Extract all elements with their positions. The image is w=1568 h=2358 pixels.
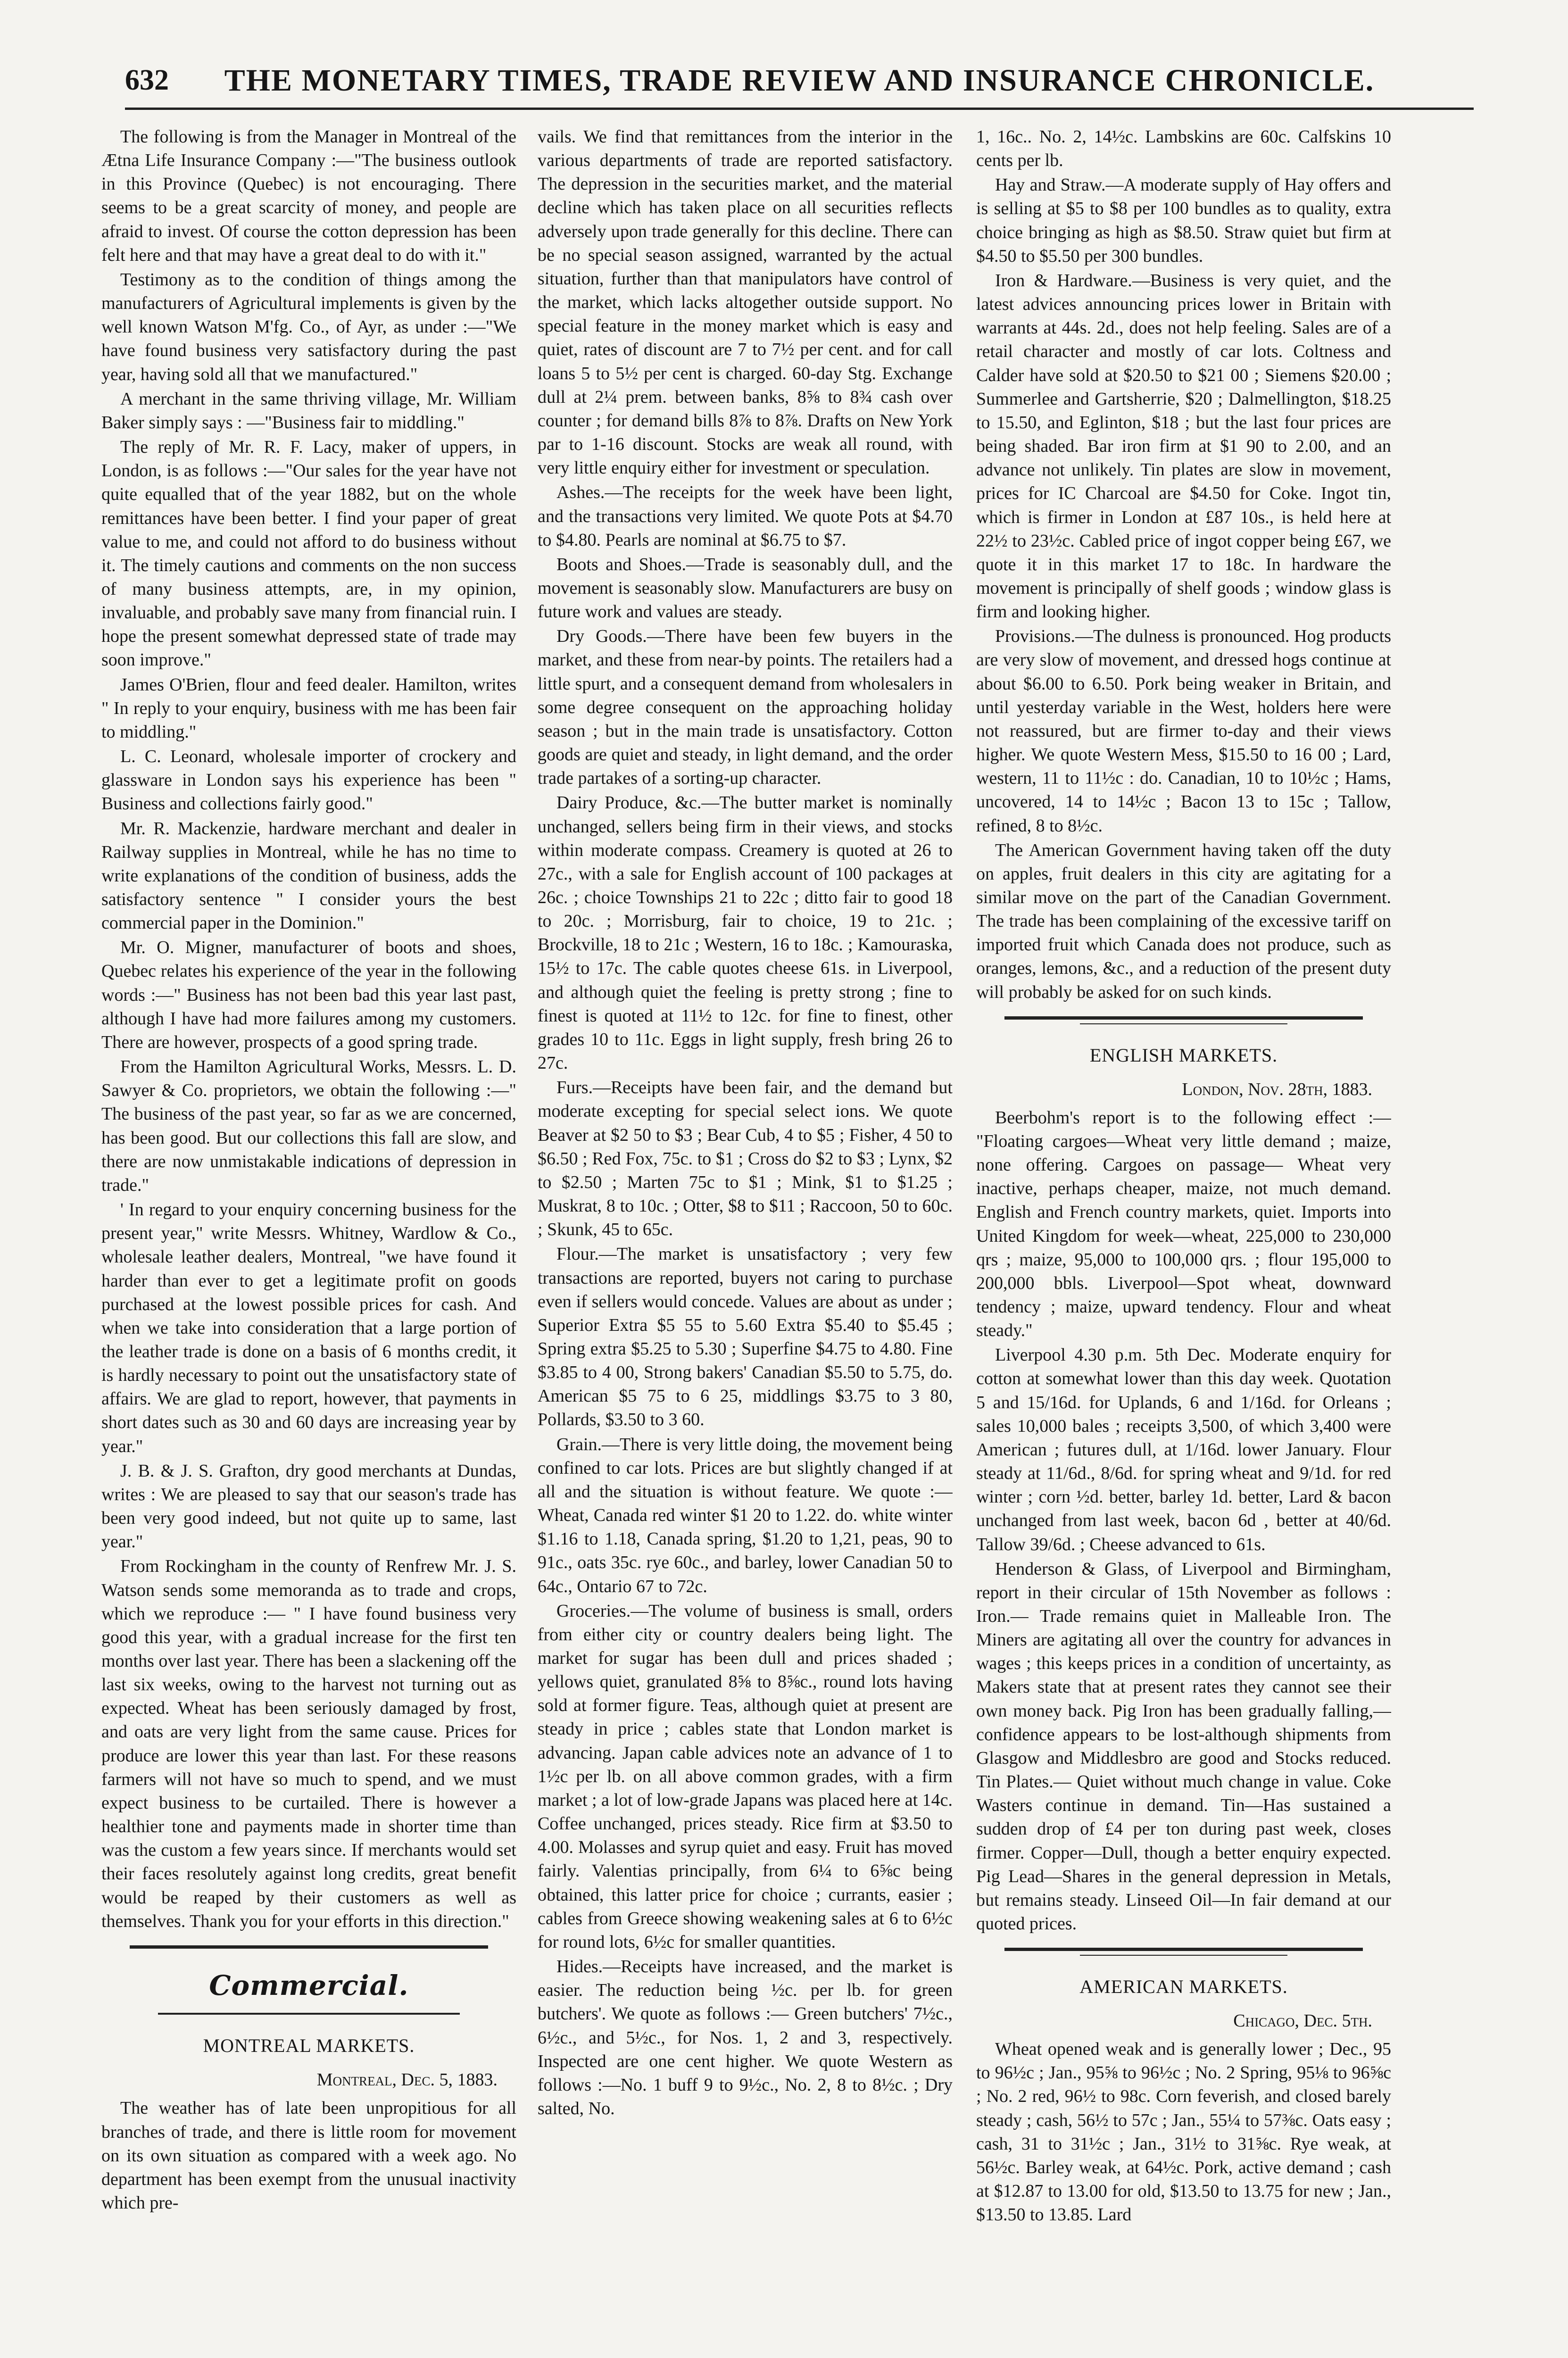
page-header xyxy=(125,59,1474,111)
section-rule xyxy=(1004,1948,1363,1951)
column-1 xyxy=(101,125,516,2294)
paragraph: Hay and Straw.—A moderate supply of Hay offers and is selling at $5 to $8 per 100 bundles as to quality, extra choice bringing as high as $8.50. Straw quiet but firm at $4.50 to $5.50 per 300 bundles. xyxy=(976,175,1391,266)
section-rule xyxy=(158,2013,460,2015)
section-rule xyxy=(130,1945,488,1949)
paragraph: Groceries.—The volume of business is small, orders from either city or country dealers being light. The market for sugar has been dull and prices shaded ; yellows quiet, granulated 8⅝ to 8⅝c., round lots having sold at former figure. Teas, although quiet at present are steady in price ; cables state that London market is advancing. Japan cable advices note an advance of 1 to 1½c per lb. on all above common grades, with a firm market ; a lot of low-grade Japans was placed here at 14c. Coffee unchanged, prices steady. Rice firm at $3.50 to 4.00. Molasses and syrup quiet and easy. Fruit has moved fairly. Valentias principally, from 6¼ to 6⅝c being obtained, this latter price for choice ; currants, easier ; cables from Greece showing weakening sales at 6 to 6½c for round lots, 6½c for smaller quantities. xyxy=(538,1601,953,1952)
section-rule xyxy=(1080,1023,1287,1024)
header-rule xyxy=(125,108,1474,110)
paragraph: Henderson & Glass, of Liverpool and Birmingham, report in their circular of 15th November as follows : Iron.— Trade remains quiet in Malleable Iron. The Miners are agitating all over the country for advances in wages ; this keeps prices in a condition of uncertainty, as Makers state that at present rates they cannot see their own money back. Pig Iron has been gradually falling,—confidence appears to be lost-although shipments from Glasgow and Middlesbro are good and Stocks reduced. Tin Plates.— Quiet without much change in value. Coke Wasters continue in demand. Tin—Has sustained a sudden drop of £4 per ton during past week, closes firmer. Copper—Dull, though a better enquiry expected. Pig Lead—Shares in the general depression in Metals, but remains steady. Linseed Oil—In fair demand at our quoted prices. xyxy=(976,1559,1391,1934)
paragraph: A merchant in the same thriving village, Mr. William Baker simply says : —"Business fair to middling." xyxy=(101,389,516,432)
column-3 xyxy=(976,125,1391,2341)
paragraph: Boots and Shoes.—Trade is seasonably dull, and the movement is seasonably slow. Manufacturers are busy on future work and values are steady. xyxy=(538,554,953,622)
paragraph: vails. We find that remittances from the interior in the various departments of trade are reported satisfactory. The depression in the securities market, and the material decline which has taken place on all securities reflects adversely upon trade generally for this decline. There can be no special season assigned, warranted by the actual situation, further than that manipulators have control of the market, which lacks altogether outside support. No special feature in the money market which is easy and quiet, rates of discount are 7 to 7½ per cent. and for call loans 5 to 5½ per cent is charged. 60-day Stg. Exchange dull at 2¼ prem. between banks, 8⅝ to 8¾ cash over counter ; for demand bills 8⅞ to 8⅞. Drafts on New York par to 1-16 discount. Stocks are weak all round, with very little enquiry either for investment or speculation. xyxy=(538,127,953,478)
paragraph: The reply of Mr. R. F. Lacy, maker of uppers, in London, is as follows :—"Our sales for the year have not quite equalled that of the year 1882, but on the whole remittances have been better. I find your paper of great value to me, and could not afford to do business without it. The timely cautions and comments on the non success of many business attempts, are, in my opinion, invaluable, and probably save many from financial ruin. I hope the present somewhat depressed state of trade may soon improve." xyxy=(101,437,516,670)
paragraph: From the Hamilton Agricultural Works, Messrs. L. D. Sawyer & Co. proprietors, we obtain the following :—" The business of the past year, so far as we are concerned, has been good. But our collections this fall are slow, and there are now unmistakable indications of depression in trade." xyxy=(101,1057,516,1195)
paragraph: Mr. O. Migner, manufacturer of boots and shoes, Quebec relates his experience of the year in the following words :—" Business has not been bad this year last past, although I have had more failures among my customers. There are however, prospects of a good spring trade. xyxy=(101,938,516,1052)
paragraph: ' In regard to your enquiry concerning business for the present year," write Messrs. Whitney, Wardlow & Co., wholesale leather dealers, Montreal, "we have found it harder than ever to get a legitimate profit on goods purchased at the lowest possible prices for cash. And when we take into consideration that a large portion of the leather trade is done on a basis of 6 months credit, it is hardly necessary to point out the unsatisfactory state of affairs. We are glad to report, however, that payments in short dates such as 30 and 60 days are increasing year by year." xyxy=(101,1200,516,1456)
paragraph: J. B. & J. S. Grafton, dry good merchants at Dundas, writes : We are pleased to say that our season's trade has been very good indeed, but not quite up to same, last year." xyxy=(101,1461,516,1552)
paragraph: The following is from the Manager in Montreal of the Ætna Life Insurance Company :—"The business outlook in this Province (Quebec) is not encouraging. There seems to be a great scarcity of money, and people are afraid to invest. Of course the cotton depression has been felt here and that may have a great deal to do with it." xyxy=(101,127,516,265)
paragraph: 1, 16c.. No. 2, 14½c. Lambskins are 60c. Calfskins 10 cents per lb. xyxy=(976,127,1391,171)
page-number: 632 xyxy=(125,64,169,96)
montreal-markets-heading: MONTREAL MARKETS. xyxy=(203,2035,415,2057)
paragraph: Provisions.—The dulness is pronounced. Hog products are very slow of movement, and dressed hogs continue at about $6.00 to 6.50. Pork being weaker in Britain, and until yesterday variable in the West, holders here were not reassured, but are firmer to-day and their views higher. We quote Western Mess, $15.50 to 16 00 ; Lard, western, 11 to 11½c : do. Canadian, 10 to 10½c ; Hams, uncovered, 14 to 14½c ; Bacon 13 to 15c ; Tallow, refined, 8 to 8½c. xyxy=(976,626,1391,836)
commercial-heading: Commercial. xyxy=(209,1969,409,2001)
paragraph: Beerbohm's report is to the following effect :— "Floating cargoes—Wheat very little demand ; maize, none offering. Cargoes on passage— Wheat very inactive, perhaps cheaper, maize, not much demand. English and French country markets, quiet. Imports into United Kingdom for week—wheat, 225,000 to 230,000 qrs ; maize, 95,000 to 100,000 qrs. ; flour 195,000 to 200,000 bbls. Liverpool—Spot wheat, downward tendency ; maize, upward tendency. Flour and wheat steady." xyxy=(976,1107,1391,1341)
paragraph: L. C. Leonard, wholesale importer of crockery and glassware in London says his experience has been " Business and collections fairly good." xyxy=(101,747,516,814)
paragraph: Flour.—The market is unsatisfactory ; very few transactions are reported, buyers not caring to purchase even if sellers would concede. Values are about as under ; Superior Extra $5 55 to 5.60 Extra $5.40 to $5.45 ; Spring extra $5.25 to 5.30 ; Superfine $4.75 to 4.80. Fine $3.85 to 4 00, Strong bakers' Canadian $5.50 to 5.75, do. American $5 75 to 6 25, middlings $3.75 to 3 80, Pollards, $3.50 to 3 60. xyxy=(538,1244,953,1430)
paragraph: James O'Brien, flour and feed dealer. Hamilton, writes " In reply to your enquiry, business with me has been fair to middling." xyxy=(101,674,516,742)
paragraph: Dairy Produce, &c.—The butter market is nominally unchanged, sellers being firm in their views, and stocks within moderate compass. Creamery is quoted at 26 to 27c., with a sale for English account of 100 packages at 26c. ; choice Townships 21 to 22c ; ditto fair to good 18 to 20c. ; Morrisburg, fair to choice, 19 to 21c. ; Brockville, 18 to 21c ; Western, 16 to 18c. ; Kamouraska, 15½ to 17c. The cable quotes cheese 61s. in Liverpool, and although quiet the feeling is pretty strong ; fine to finest is quoted at 11½ to 12c. for fine to finest, other grades 10 to 11c. Eggs in light supply, fresh bring 26 to 27c. xyxy=(538,793,953,1073)
paragraph: Grain.—There is very little doing, the movement being confined to car lots. Prices are but slightly changed if at all and the situation is without feature. We quote :—Wheat, Canada red winter $1 20 to 1.22. do. white winter $1.16 to 1.18, Canada spring, $1.20 to 1,21, peas, 90 to 91c., oats 35c. rye 60c., and barley, lower Canadian 50 to 64c., Ontario 67 to 72c. xyxy=(538,1434,953,1596)
paragraph: Mr. R. Mackenzie, hardware merchant and dealer in Railway supplies in Montreal, while he has no time to write explanations of the condition of business, adds the satisfactory sentence " I consider yours the best commercial paper in the Dominion." xyxy=(101,818,516,933)
paragraph: Ashes.—The receipts for the week have been light, and the transactions very limited. We quote Pots at $4.70 to $4.80. Pearls are nominal at $6.75 to $7. xyxy=(538,482,953,550)
american-dateline: Chicago, Dec. 5th. xyxy=(1233,2011,1372,2031)
section-rule xyxy=(1080,1955,1287,1956)
paragraph: Furs.—Receipts have been fair, and the demand but moderate excepting for special select ions. We quote Beaver at $2 50 to $3 ; Bear Cub, 4 to $5 ; Fisher, 4 50 to $6.50 ; Red Fox, 75c. to $1 ; Cross do $2 to $3 ; Lynx, $2 to $2.50 ; Marten 75c to $1 ; Mink, $1 to $1.25 ; Muskrat, 8 to 10c. ; Otter, $8 to $11 ; Raccoon, 50 to 60c. ; Skunk, 45 to 65c. xyxy=(538,1078,953,1240)
paragraph: From Rockingham in the county of Renfrew Mr. J. S. Watson sends some memoranda as to trade and crops, which we reproduce :— " I have found business very good this year, with a gradual increase for the first ten months over last year. There has been a slackening off the last six weeks, owing to the harvest not turning out as expected. Wheat has been seriously damaged by frost, and oats are very light from the same cause. Prices for produce are lower this year than last. For these reasons farmers will not have so much to spend, and we must expect business to be curtailed. There is however a healthier tone and payments made in shorter time than was the custom a few years since. If merchants would set their faces resolutely against long credits, great benefit would be reaped by their customers as well as themselves. Thank you for your efforts in this direction." xyxy=(101,1556,516,1931)
paragraph: Iron & Hardware.—Business is very quiet, and the latest advices announcing prices lower in Britain with warrants at 44s. 2d., does not help feeling. Sales are of a retail character and mostly of car lots. Coltness and Calder have sold at $20.50 to $21 00 ; Siemens $20.00 ; Summerlee and Gartsherrie, $20 ; Dalmellington, $18.25 to 15.50, and Eglinton, $18 ; but the last four prices are being shaded. Bar iron firm at $1 90 to 2.00, and an advance not unlikely. Tin plates are slow in movement, prices for IC Charcoal are $4.50 for Coke. Ingot tin, which is firmer in London at £87 10s., is held here at 22½ to 23½c. Cabled price of ingot copper being £67, we quote it in this market 17 to 18c. In hardware the movement is principally of shelf goods ; window glass is firm and looking higher. xyxy=(976,270,1391,622)
masthead-title: THE MONETARY TIMES, TRADE REVIEW AND INSURANCE CHRONICLE. xyxy=(224,63,1375,98)
american-markets-heading: AMERICAN MARKETS. xyxy=(1079,1976,1288,1998)
paragraph: Testimony as to the condition of things among the manufacturers of Agricultural implements is given by the well known Watson M'fg. Co., of Ayr, as under :—"We have found business very satisfactory during the past year, having sold all that we manufactured." xyxy=(101,269,516,384)
paragraph: The American Government having taken off the duty on apples, fruit dealers in this city are agitating for a similar move on the part of the Canadian Government. The trade has been complaining of the excessive tariff on imported fruit which Canada does not produce, such as oranges, lemons, &c., and a reduction of the present duty will probably be asked for on such kinds. xyxy=(976,840,1391,1002)
section-rule xyxy=(1004,1016,1363,1020)
paragraph: Dry Goods.—There have been few buyers in the market, and these from near-by points. The retailers had a little spurt, and a consequent demand from wholesalers in some degree consequent on the approaching holiday season ; but in the main trade is unsatisfactory. Cotton goods are quiet and steady, in light demand, and the order trade partakes of a sorting-up character. xyxy=(538,626,953,789)
english-dateline: London, Nov. 28th, 1883. xyxy=(1182,1079,1372,1099)
english-markets-heading: ENGLISH MARKETS. xyxy=(1089,1044,1278,1066)
paragraph: Wheat opened weak and is generally lower ; Dec., 95 to 96½c ; Jan., 95⅝ to 96½c ; No. 2 Spring, 95⅛ to 96⅝c ; No. 2 red, 96½ to 98c. Corn feverish, and closed barely steady ; cash, 56½ to 57c ; Jan., 55¼ to 57⅜c. Oats easy ; cash, 31 to 31½c ; Jan., 31½ to 31⅝c. Rye weak, at 56½c. Barley weak, at 64½c. Pork, active demand ; cash at $12.87 to 13.00 for old, $13.50 to 13.75 for new ; Jan., $13.50 to 13.85. Lard xyxy=(976,2039,1391,2225)
paragraph: Liverpool 4.30 p.m. 5th Dec. Moderate enquiry for cotton at somewhat lower than this day week. Quotation 5 and 15/16d. for Uplands, 6 and 1/16d. for Orleans ; sales 10,000 bales ; receipts 3,500, of which 3,400 were American ; futures dull, at 1/16d. lower January. Flour steady at 11/6d., 8/6d. for spring wheat and 9/1d. for red winter ; corn ½d. better, barley 1d. better, Lard & bacon unchanged from last week, bacon 6d , better at 40/6d. Tallow 39/6d. ; Cheese advanced to 61s. xyxy=(976,1345,1391,1554)
montreal-dateline: Montreal, Dec. 5, 1883. xyxy=(316,2070,498,2090)
column-2 xyxy=(538,125,953,2341)
paragraph: Hides.—Receipts have increased, and the market is easier. The reduction being ½c. per lb. for green butchers'. We quote as follows :— Green butchers' 7½c., 6½c., and 5½c., for Nos. 1, 2 and 3, respectively. Inspected are one cent higher. We quote Western as follows :—No. 1 buff 9 to 9½c., No. 2, 8 to 8½c. ; Dry salted, No. xyxy=(538,1957,953,2118)
paragraph: The weather has of late been unpropitious for all branches of trade, and there is little room for movement on its own situation as compared with a week ago. No department has been exempt from the unusual inactivity which pre- xyxy=(101,2098,516,2213)
